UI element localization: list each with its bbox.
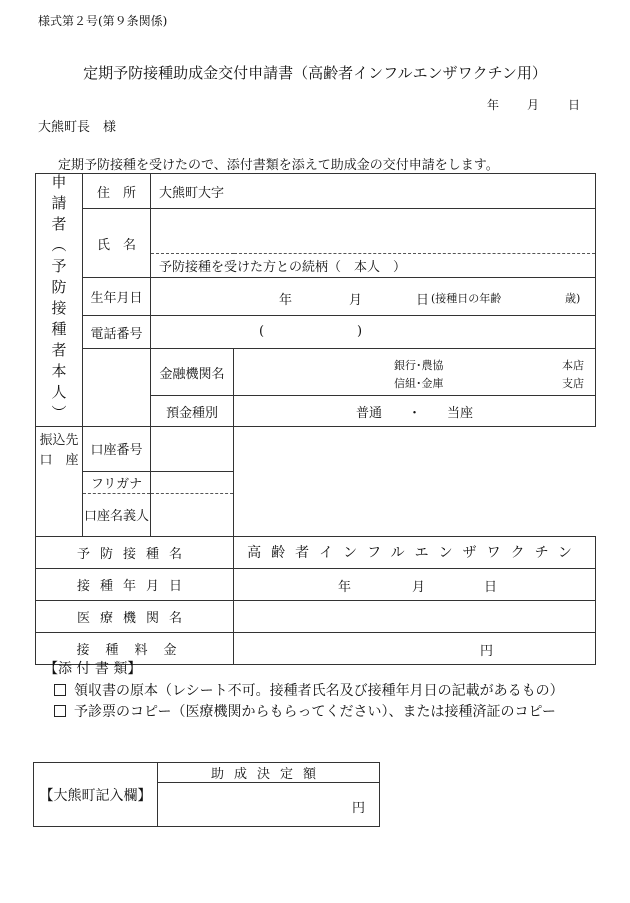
account-number-field[interactable] (151, 427, 234, 472)
account-number-label: 口座番号 (83, 427, 151, 472)
clinic-field[interactable] (234, 600, 596, 632)
branch-2: 支店 (562, 377, 584, 390)
date-day: 日 (568, 98, 581, 112)
fee-unit: 円 (480, 644, 494, 659)
amount-header: 助成決定額 (158, 763, 380, 783)
bank-group-spacer (36, 471, 83, 493)
holder-label: 口座名義人 (83, 493, 151, 536)
bank-group-label-2: 口 座 (39, 453, 79, 468)
phone-label: 電話番号 (83, 316, 151, 349)
vaccine-label: 予防接種名 (36, 536, 234, 568)
institution-field[interactable] (234, 349, 596, 396)
birth-year: 年 (279, 292, 293, 308)
attachments-heading: 【添 付 書 類】 (44, 661, 142, 677)
name-label: 氏 名 (83, 209, 151, 278)
applicant-group-cell (36, 174, 83, 427)
office-use-table (33, 762, 380, 827)
birth-age-note: (接種日の年齢 (431, 291, 502, 305)
vaccine-value: 高齢者インフルエンザワクチン (234, 536, 596, 568)
form-number: 様式第２号(第９条関係) (38, 14, 168, 28)
vaccination-year: 年 (338, 580, 352, 595)
relation-text: 予防接種を受けた方との続柄（ 本人 ） (151, 254, 596, 278)
furigana-field[interactable] (151, 471, 234, 493)
fee-label: 接種料金 (36, 632, 234, 664)
birth-age-unit: 歳) (565, 291, 581, 305)
birth-field[interactable] (151, 278, 596, 316)
birth-month: 月 (349, 292, 363, 308)
checkbox[interactable] (54, 705, 66, 717)
phone-close: ) (357, 324, 363, 339)
bank-group-cell (83, 349, 151, 427)
vaccination-date-field[interactable] (234, 568, 596, 600)
attachment-item: 領収書の原本（レシート不可。接種者氏名及び接種年月日の記載があるもの） (54, 680, 564, 700)
form-title: 定期予防接種助成金交付申請書（高齢者インフルエンザワクチン用） (83, 64, 547, 82)
name-field[interactable] (151, 209, 596, 254)
bank-group-label-cell (36, 427, 83, 472)
date-month: 月 (527, 98, 540, 112)
furigana-label: フリガナ (83, 471, 151, 493)
amount-field[interactable] (158, 783, 380, 827)
intro-text: 定期予防接種を受けたので、添付書類を添えて助成金の交付申請をします。 (58, 158, 499, 173)
vaccination-day: 日 (484, 580, 498, 595)
addressee: 大熊町長 様 (38, 120, 117, 135)
checkbox[interactable] (54, 684, 66, 696)
fee-field[interactable] (234, 632, 596, 664)
deposit-value[interactable]: 普通 ・ 当座 (234, 396, 596, 427)
branch-1: 本店 (562, 359, 584, 372)
bank-group-spacer-2 (36, 493, 83, 536)
attachment-item: 予診票のコピー（医療機関からもらってください）、または接種済証のコピー (54, 701, 556, 721)
phone-field[interactable] (151, 316, 596, 349)
address-label: 住 所 (83, 174, 151, 209)
bank-type-2: 信組･金庫 (394, 377, 444, 390)
phone-open: ( (259, 324, 265, 339)
office-label: 【大熊町記入欄】 (34, 763, 158, 827)
bank-type-1: 銀行･農協 (394, 359, 444, 372)
applicant-group-label: 申請者（予防接種者本人） (49, 174, 68, 426)
date-year: 年 (487, 98, 500, 112)
address-field[interactable]: 大熊町大字 (151, 174, 596, 209)
vaccination-date-label: 接種年月日 (36, 568, 234, 600)
bank-group-label-1: 振込先 (39, 433, 79, 448)
deposit-label: 預金種別 (151, 396, 234, 427)
institution-label: 金融機関名 (151, 349, 234, 396)
holder-field[interactable] (151, 493, 234, 536)
clinic-label: 医療機関名 (36, 600, 234, 632)
vaccination-month: 月 (412, 580, 426, 595)
birth-label: 生年月日 (83, 278, 151, 316)
birth-day: 日 (416, 292, 430, 308)
amount-unit: 円 (352, 800, 366, 816)
application-table (35, 173, 596, 665)
